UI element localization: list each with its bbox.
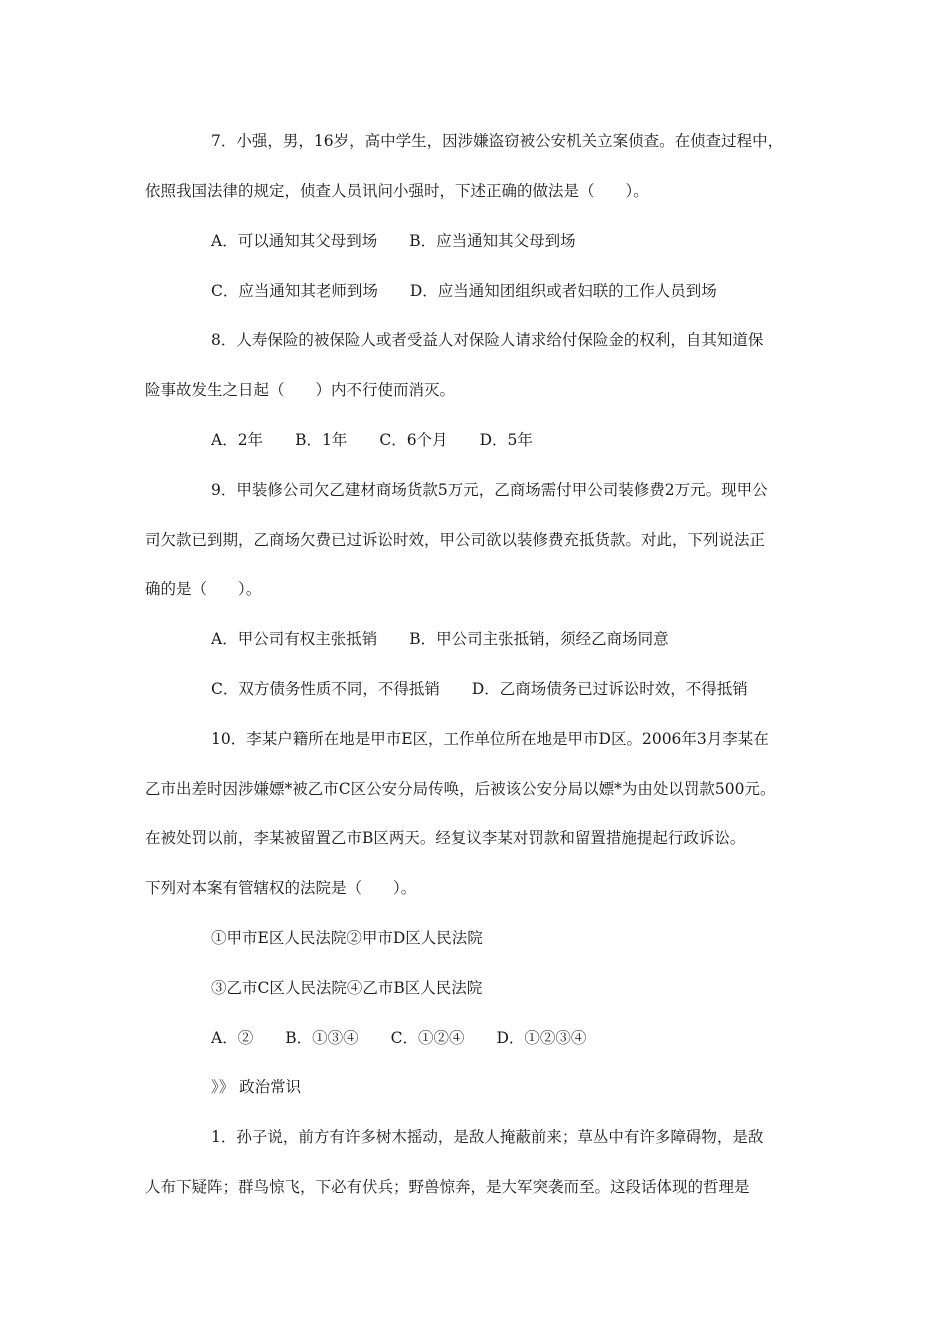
q8-option-a: A．2年 [211,431,264,449]
q8-stem-line-1: 8．人寿保险的被保险人或者受益人对保险人请求给付保险金的权利，自其知道保 [211,331,764,349]
q8-option-d: D．5年 [479,431,533,449]
q10-option-c: C．①②④ [390,1029,465,1047]
q8-stem-line-2: 险事故发生之日起（ ）内不行使而消灭。 [145,381,456,399]
q9-stem-line-3: 确的是（ ）。 [145,580,262,598]
q7-options-row-1 [211,231,815,251]
q8-options-row [211,430,815,450]
q9-stem-line-1: 9．甲装修公司欠乙建材商场货款5万元，乙商场需付甲公司装修费2万元。现甲公 [211,481,768,499]
q10-stem-line-2: 乙市出差时因涉嫌嫖*被乙市C区公安分局传唤，后被该公安分局以嫖*为由处以罚款500元。 [145,780,776,798]
q7-option-d: D．应当通知团组织或者妇联的工作人员到场 [409,282,717,300]
q7-option-b: B．应当通知其父母到场 [409,232,576,250]
q9-option-c: C．双方债务性质不同，不得抵销 [211,680,440,698]
q7-stem-line-2: 依照我国法律的规定，侦查人员讯问小强时，下述正确的做法是（ ）。 [145,182,649,200]
q8-option-c: C．6个月 [379,431,448,449]
q10-choice-list-1: ①甲市E区人民法院②甲市D区人民法院 [211,929,483,947]
q10-option-b: B．①③④ [285,1029,359,1047]
q10-stem-line-3: 在被处罚以前，李某被留置乙市B区两天。经复议李某对罚款和留置措施提起行政诉讼。 [145,829,746,847]
q10-option-a: A．② [211,1029,254,1047]
section-heading: 》》 政治常识 [211,1078,302,1096]
q9-options-row-1 [211,629,815,649]
q9-option-a: A．甲公司有权主张抵销 [211,630,378,648]
q8-option-b: B．1年 [295,431,348,449]
q10-options-row [211,1028,815,1048]
q9-option-b: B．甲公司主张抵销，须经乙商场同意 [409,630,669,648]
politics-q1-stem-line-2: 人布下疑阵；群鸟惊飞，下必有伏兵；野兽惊奔，是大军突袭而至。这段话体现的哲理是 [145,1178,750,1196]
q7-option-a: A．可以通知其父母到场 [211,232,378,250]
q9-stem-line-2: 司欠款已到期，乙商场欠费已过诉讼时效，甲公司欲以装修费充抵货款。对此，下列说法正 [145,531,766,549]
q7-options-row-2 [211,281,815,301]
q7-stem-line-1: 7．小强，男，16岁，高中学生，因涉嫌盗窃被公安机关立案侦查。在侦查过程中， [211,132,784,150]
politics-q1-stem-line-1: 1．孙子说，前方有许多树木摇动，是敌人掩蔽前来；草丛中有许多障碍物，是敌 [211,1128,764,1146]
q9-options-row-2 [211,679,815,699]
q10-stem-line-4: 下列对本案有管辖权的法院是（ ）。 [145,879,417,897]
q10-stem-line-1: 10．李某户籍所在地是甲市E区，工作单位所在地是甲市D区。2006年3月李某在 [211,730,769,748]
q10-choice-list-2: ③乙市C区人民法院④乙市B区人民法院 [211,979,483,997]
q9-option-d: D．乙商场债务已过诉讼时效，不得抵销 [471,680,748,698]
q7-option-c: C．应当通知其老师到场 [211,282,378,300]
q10-option-d: D．①②③④ [496,1029,587,1047]
